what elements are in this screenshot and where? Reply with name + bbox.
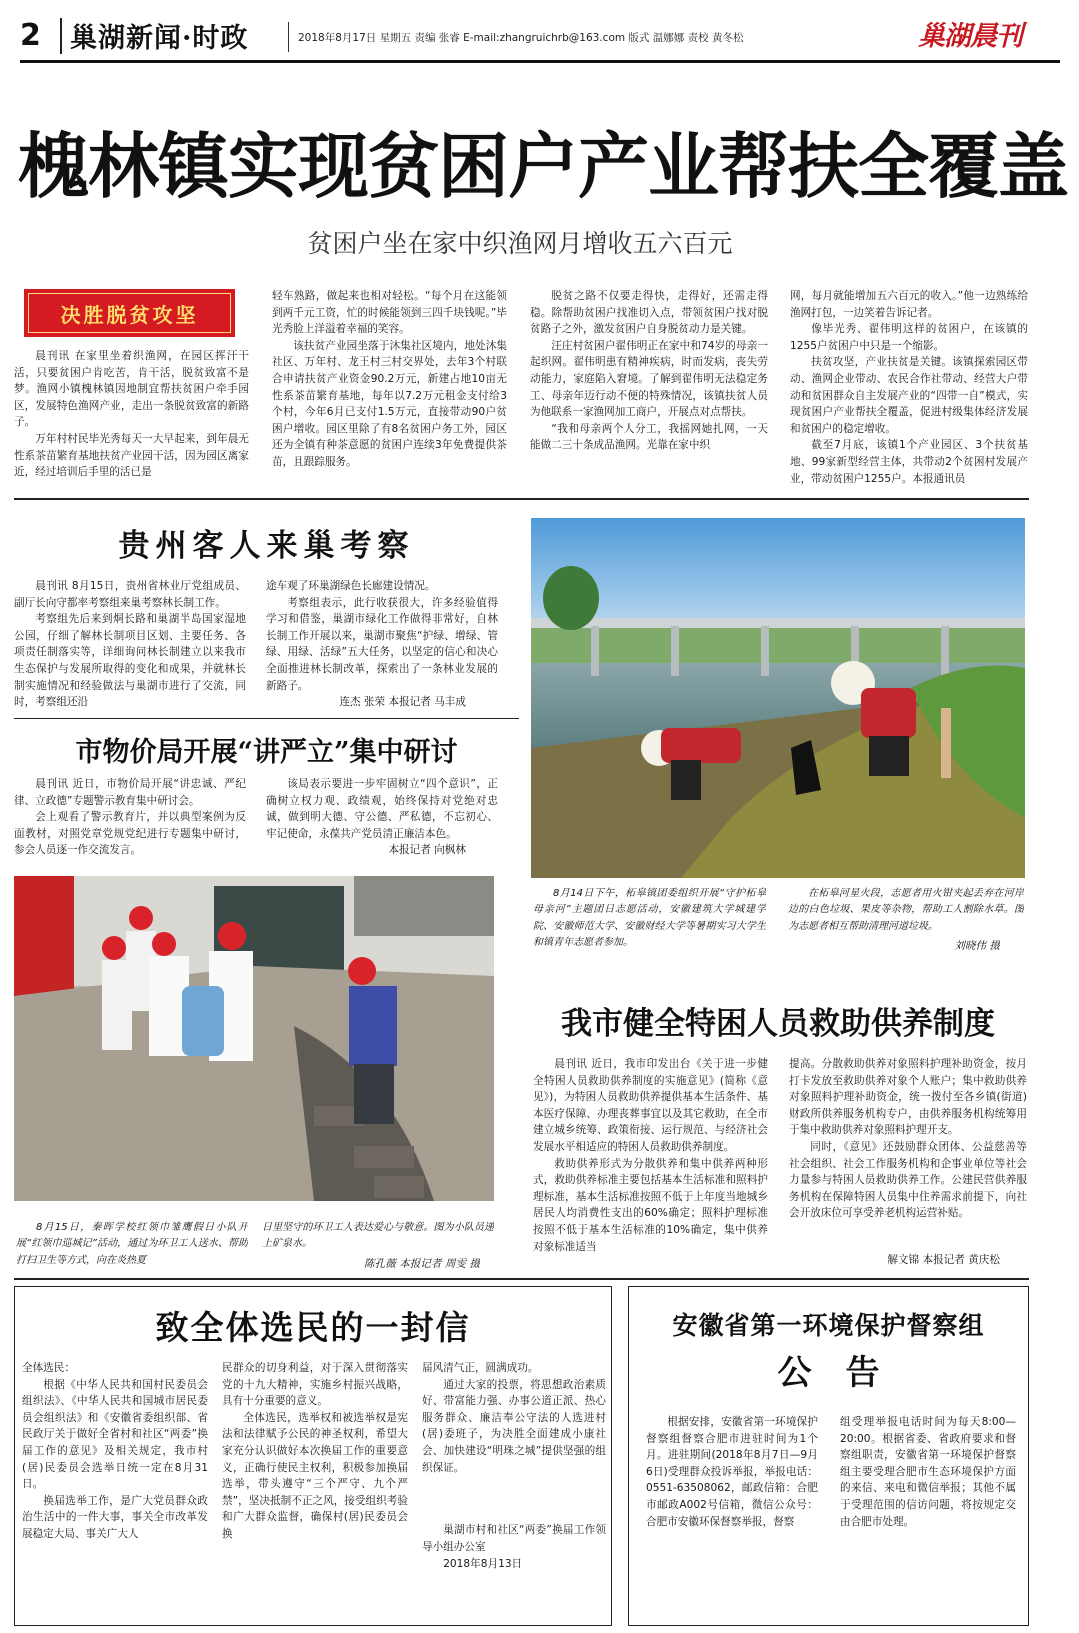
letter-column-2 [222,1360,408,1620]
river-photo-caption-2: 在柘皋河星火段，志愿者用火钳夹起丢弃在河岸边的白色垃圾、果皮等杂物，帮助工人割除水草。图为志愿者相互帮助清理河道垃圾。 [788,888,1024,932]
river-cleanup-photo [531,518,1025,878]
guizhou-column-1 [14,578,246,710]
paragraph: 截至7月底，该镇1个产业园区、3个扶贫基地、99家新型经营主体，共带动2个贫困村发展产业，带动贫困户1255户。本报通讯员 [790,439,1028,485]
street-photo-credit: 陈孔薇 本报记者 周雯 摄 [363,1258,480,1270]
guizhou-column-2 [266,578,498,694]
section-rule [14,498,1029,500]
page-number: 2 [20,18,41,53]
paragraph: 届风清气正，圆满成功。 [422,1362,539,1374]
paragraph: 根据安排，安徽省第一环境保护督察组督察合肥市进驻时间为1个月。进驻期间(2018年8月7日—9月6日)受理群众投诉举报，举报电话：0551-63508062，邮政信箱：合肥市邮政A002号信箱，微信公众号：合肥市安徽环保督察举报，督察 [646,1416,818,1528]
letter-signatory: 巢湖市村和社区“两委”换届工作领导小组办公室 [422,1524,606,1553]
paragraph: 同时，《意见》还鼓励群众团体、公益慈善等社会组织、社会工作服务机构和企事业单位等社会力量参与特困人员救助供养工作。公建民营供养服务机构在保障特困人员集中住养需求前提下，向社会开放床位可享受养老机构运营补贴。 [789,1140,1027,1220]
header-rule [20,60,1060,63]
paragraph: 民群众的切身利益，对于深入贯彻落实党的十九大精神，实施乡村振兴战略，具有十分重要的意义。 [222,1362,408,1408]
paragraph: 轻车熟路，做起来也相对轻松。“每个月在这能领到两千元工资，忙的时候能领到三四千块钱呢。”毕光秀脸上洋溢着幸福的笑容。 [272,290,507,336]
paragraph: 该扶贫产业园坐落于沐集社区境内，地处沐集社区、万年村、龙王村三村交界处，去年3个村联合申请扶贫产业资金90.2万元，新建占地10亩无性系茶苗繁育基地，每年以7.2万元租金支付给3个村，今年6月已支付1.5万元，直接带动90户贫困户增收。园区里除了有8名贫困户务工外，园区还为全镇有种茶意愿的贫困户连续3年免费提供茶苗，且跟踪服务。 [272,339,507,468]
section-rule [14,1278,1029,1280]
paragraph: 换届选举工作，是广大党员群众政治生活中的一件大事，事关全市改革发展稳定大局、事关广大人 [22,1494,208,1540]
notice-heading: 公 告 [777,1353,880,1393]
lead-headline: 槐林镇实现贫困户产业帮扶全覆盖 [18,124,1069,208]
river-cleanup-image [531,518,1025,878]
letter-date: 2018年8月13日 [443,1558,523,1570]
support-column-2 [789,1056,1027,1254]
notice-column-1 [646,1414,818,1614]
badge-label: 决胜脱贫攻坚 [28,293,231,333]
price-headline: 市物价局开展“讲严立”集中研讨 [75,737,458,768]
column-title: 巢湖新闻·时政 [70,23,249,54]
letter-column-3 [422,1360,606,1506]
paragraph: 全体选民，选举权和被选举权是宪法和法律赋予公民的神圣权利，希望大家充分认识做好本次换届工作的重要意义，正确行使民主权利，积极参加换届选举，带头遵守“三个严守、九个严禁”，坚决抵制不正之风，接受组织考验和广大群众监督，确保村(居)民委员会换 [222,1411,408,1540]
support-column-1 [533,1056,768,1270]
lead-column-3 [530,288,768,486]
river-photo-credit: 刘晓伟 摄 [954,940,1000,952]
paragraph: 万年村村民毕光秀每天一大早起来，到年晨无性系茶苗繁育基地扶贫产业园干活，因为园区离家近，经过培训后手里的活已是 [14,432,249,479]
street-volunteers-photo [14,876,494,1201]
paragraph: 晨刊讯 近日，市物价局开展“讲忠诚、严纪律、立政德”专题警示教育集中研讨会。 [14,778,246,807]
paragraph: 救助供养形式为分散供养和集中供养两种形式，救助供养标准主要包括基本生活标准和照料护理标准，基本生活标准按照不低于上年度当地城乡居民人均消费性支出的60%确定；照料护理标准按照不低于基本生活标准的10%确定，集中供养对象标准适当 [533,1157,768,1253]
paragraph: 通过大家的投票，将思想政治素质好、带富能力强、办事公道正派、热心服务群众、廉洁奉公守法的人选进村(居)委班子，为决胜全面建成小康社会、加快建设“明珠之城”提供坚强的组织保证。 [422,1378,606,1474]
paragraph: “我和母亲两个人分工，我摇网她扎网，一天能做二三十条成品渔网。光靠在家中织 [530,422,768,452]
notice-column-2 [840,1414,1016,1614]
header-divider [288,22,289,52]
paragraph: 网，每月就能增加五六百元的收入。”他一边熟练给渔网打包，一边笑着告诉记者。 [790,290,1028,319]
guizhou-headline: 贵州客人来巢考察 [118,528,415,564]
lead-column-2 [272,288,507,486]
paragraph: 晨刊讯 近日，我市印发出台《关于进一步健全特困人员救助供养制度的实施意见》(简称《意见》)，为特困人员救助供养提供基本生活条件、基本医疗保障、办理丧葬事宜以及其它救助，在全市建立城乡统筹、政策衔接、运行规范、与经济社会发展水平相适应的特困人员救助供养制度。 [533,1058,768,1153]
paragraph: 该局表示要进一步牢固树立“四个意识”，正确树立权力观、政绩观，始终保持对党绝对忠诚，做到明大德、守公德、严私德，不忘初心、牢记使命，永葆共产党员清正廉洁本色。 [266,778,498,840]
paragraph: 脱贫之路不仅要走得快，走得好，还需走得稳。除帮助贫困户找准切入点，带领贫困户找对脱贫路子之外，激发贫困户自身脱贫动力是关键。 [530,290,768,336]
street-photo-caption-1: 8月15日，秦晖学校红领巾雏鹰假日小队开展“红领巾巡城记”活动，通过为环卫工人送水、帮助打扫卫生等方式，向在炎热夏 [16,1222,248,1266]
paragraph: 考察组表示，此行收获很大，许多经验值得学习和借鉴，巢湖市绿化工作做得非常好，自林长制工作开展以来，巢湖市聚焦“护绿、增绿、管绿、用绿、活绿”五大任务，以坚定的信心和决心全面推进林长制改革，探索出了一条林业发展的新路子。 [266,596,498,692]
paragraph: 考察组先后来到烔长路和巢湖半岛国家湿地公园，仔细了解林长制项目区划、主要任务、各项责任制落实等，详细询问林长制建立以来我市生态保护与发展所取得的变化和成果，并就林长制实施情况和经验做法与巢湖市进行了交流，同时，考察组还沿 [14,613,246,709]
street-volunteers-image [14,876,494,1201]
paragraph: 像毕光秀、翟伟明这样的贫困户，在该镇的1255户贫困户中只是一个缩影。 [790,323,1028,352]
section-rule [14,718,519,719]
letter-headline: 致全体选民的一封信 [155,1308,471,1347]
street-photo-caption-2: 日里坚守的环卫工人表达爱心与敬意。图为小队员递上矿泉水。 [262,1222,494,1250]
newspaper-logo: 巢湖晨刊 [918,21,1022,52]
price-column-2 [266,776,498,844]
paragraph: 晨刊讯 在家里坐着织渔网，在园区挥汗干活，只要贫困户肯吃苦，肯干活，脱贫致富不是梦。渔网小镇槐林镇因地制宜帮扶贫困户牵手园区，发展特色渔网产业，走出一条脱贫致富的新路子。 [14,350,249,429]
edition-meta: 2018年8月17日 星期五 责编 张睿 E-mail:zhangruichrb@163.com 版式 温娜娜 责校 黄冬松 [298,32,744,44]
guizhou-byline: 连杰 张荣 本报记者 马丰成 [339,696,466,708]
lead-column-4 [790,288,1028,486]
notice-title: 安徽省第一环境保护督察组 [672,1311,985,1340]
paragraph: 会上观看了警示教育片，并以典型案例为反面教材，对照党章党规党纪进行专题集中研讨，参会人员逐一作交流发言。 [14,811,246,857]
paragraph: 汪庄村贫困户翟伟明正在家中和74岁的母亲一起织网。翟伟明患有精神疾病，时而发病，丧失劳动能力，家庭陷入窘境。了解到翟伟明无法稳定务工、母亲年迈行动不便的特殊情况，该镇扶贫人员为他联系一家渔网加工商户，开展点对点帮扶。 [530,339,768,419]
river-photo-caption-1: 8月14日下午，柘皋镇团委组织开展“守护柘皋母亲河”主题团日志愿活动，安徽建筑大学城建学院、安徽师范大学、安徽财经大学等暑期实习大学生和镇青年志愿者参加。 [533,888,766,949]
price-column-1 [14,776,246,860]
paragraph: 晨刊讯 8月15日，贵州省林业厅党组成员、副厅长向守都率考察组来巢考察林长制工作。 [14,580,246,609]
column-badge [24,289,235,337]
header-divider [60,18,62,54]
price-byline: 本报记者 向枫林 [388,844,466,856]
paragraph: 根据《中华人民共和国村民委员会组织法》、《中华人民共和国城市居民委员会组织法》和《安徽省委组织部、省民政厅关于做好全省村和社区“两委”换届工作的意见》及相关规定，我市村(居)民委员会选举日统一定在8月31日。 [22,1378,208,1491]
paragraph: 全体选民： [22,1362,75,1374]
paragraph: 扶贫攻坚，产业扶贫是关键。该镇探索园区带动、渔网企业带动、农民合作社带动、经营大户带动和贫困群众自主发展产业的“四带一自”模式，实现贫困户产业帮扶全覆盖，促进村级集体经济发展和贫困户的稳定增收。 [790,356,1028,435]
letter-column-1 [22,1360,208,1620]
support-byline: 解文锦 本报记者 黄庆松 [887,1254,1000,1266]
paragraph: 途车观了环巢湖绿色长廊建设情况。 [266,580,436,592]
paragraph: 提高。分散救助供养对象照料护理补助资金，按月打卡发放至救助供养对象个人账户；集中救助供养对象照料护理补助资金，统一拨付至各乡镇(街道)财政所供养服务机构专户，由供养服务机构统筹用于集中救助供养对象照料护理开支。 [789,1058,1027,1137]
support-headline: 我市健全特困人员救助供养制度 [561,1006,995,1042]
lead-column-1 [14,348,249,488]
paragraph: 组受理举报电话时间为每天8:00—20:00。根据省委、省政府要求和督察组职责，安徽省第一环境保护督察组主要受理合肥市生态环境保护方面的来信、来电和微信举报；其他不属于受理范围的信访问题，将按规定交由合肥市处理。 [840,1416,1016,1528]
lead-subheadline: 贫困户坐在家中织渔网月增收五六百元 [307,229,733,258]
